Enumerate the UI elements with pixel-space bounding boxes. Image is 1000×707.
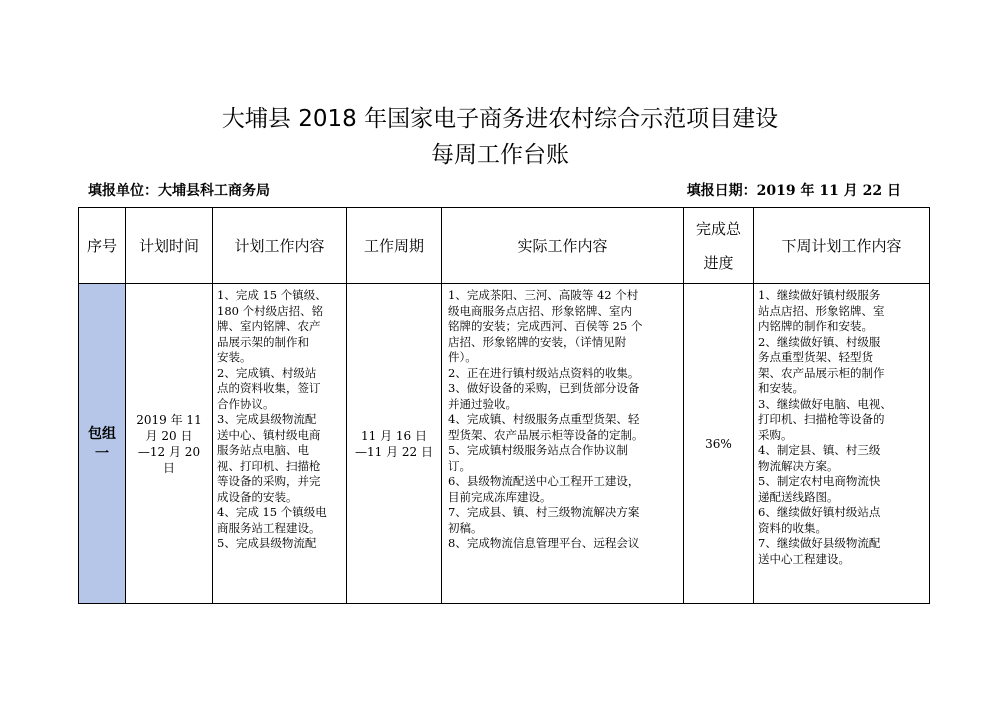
plan-time-line: 月 20 日 — [145, 428, 193, 443]
actual-content-line: 级电商服务点店招、形象铭牌、室内 — [448, 303, 632, 318]
header-next-week: 下周计划工作内容 — [754, 208, 930, 284]
actual-content-line: 型货架、农产品展示柜等设备的定制。 — [448, 427, 644, 442]
actual-content-line: 1、完成茶阳、三河、高陂等 42 个村 — [448, 288, 639, 302]
group-label-line1: 包组 — [88, 425, 116, 442]
plan-content-cell — [213, 284, 347, 604]
plan-content-line: 180 个村级店招、铭 — [217, 303, 324, 318]
plan-content-line: 视、打印机、扫描枪 — [217, 458, 321, 473]
actual-content-line: 3、做好设备的采购，已到货部分设备 — [448, 381, 640, 395]
header-plan-content: 计划工作内容 — [213, 208, 347, 284]
next-week-line: 1、继续做好镇村级服务 — [758, 288, 881, 302]
plan-content-line: 点的资料收集，签订 — [217, 381, 321, 395]
actual-content-line: 2、正在进行镇村级站点资料的收集。 — [448, 365, 640, 380]
next-week-line: 物流解决方案。 — [758, 458, 839, 473]
next-week-line: 6、继续做好镇村级站点 — [758, 505, 881, 519]
header-plan-time: 计划时间 — [126, 208, 213, 284]
header-progress-line1: 完成总 — [695, 219, 741, 238]
plan-content-line: 安装。 — [217, 350, 252, 364]
plan-content-line: 2、完成镇、村级站 — [217, 365, 317, 380]
progress-cell — [684, 284, 754, 604]
plan-content-line: 3、完成县级物流配 — [217, 412, 317, 426]
header-seq: 序号 — [79, 208, 126, 284]
weekly-ledger-table — [78, 207, 930, 604]
next-week-line: 5、制定农村电商物流快 — [758, 474, 881, 488]
plan-content-line: 品展示架的制作和 — [217, 334, 309, 349]
plan-content-line: 成设备的安装。 — [217, 489, 298, 504]
work-period-line: 11 月 16 日 — [361, 428, 427, 443]
next-week-cell — [754, 284, 930, 604]
actual-content-cell — [442, 284, 684, 604]
actual-content-line: 目前完成冻库建设。 — [448, 489, 552, 504]
header-work-period: 工作周期 — [347, 208, 442, 284]
plan-content-line: 牌、室内铭牌、农产 — [217, 319, 321, 333]
plan-content-line: 5、完成县级物流配 — [217, 536, 317, 550]
progress-value: 36% — [705, 436, 732, 451]
actual-content-line: 7、完成县、镇、村三级物流解决方案 — [448, 505, 640, 519]
table-row — [79, 284, 930, 604]
next-week-line: 架、农产品展示柜的制作 — [758, 365, 885, 380]
actual-content-line: 4、完成镇、村级服务点重型货架、轻 — [448, 412, 640, 426]
actual-content-line: 订。 — [448, 458, 471, 473]
work-period-cell — [347, 284, 442, 604]
group-cell — [79, 284, 126, 604]
actual-content-line: 8、完成物流信息管理平台、远程会议 — [448, 536, 640, 550]
actual-content-line: 6、县级物流配送中心工程开工建设， — [448, 474, 640, 488]
plan-content-line: 等设备的采购，并完 — [217, 474, 321, 488]
next-week-line: 采购。 — [758, 427, 793, 442]
header-actual-content: 实际工作内容 — [442, 208, 684, 284]
plan-content-line: 商服务站工程建设。 — [217, 520, 321, 535]
next-week-line: 送中心工程建设。 — [758, 551, 850, 566]
next-week-line: 资料的收集。 — [758, 520, 827, 535]
table-header-row — [79, 208, 930, 284]
next-week-line: 7、继续做好县级物流配 — [758, 536, 881, 550]
document-title: 大埔县 2018 年国家电子商务进农村综合示范项目建设 — [221, 106, 779, 132]
actual-content-line: 初稿。 — [448, 520, 483, 535]
plan-content-line: 1、完成 15 个镇级、 — [217, 288, 327, 302]
plan-time-line: —12 月 20 — [137, 444, 201, 459]
actual-content-line: 铭牌的安装；完成西河、百侯等 25 个 — [448, 319, 643, 333]
document-subtitle: 每周工作台账 — [431, 142, 569, 168]
plan-content-line: 合作协议。 — [217, 396, 275, 411]
reporting-unit: 填报单位：大埔县科工商务局 — [88, 183, 270, 199]
next-week-line: 2、继续做好镇、村级服 — [758, 334, 881, 349]
work-period-line: —11 月 22 日 — [355, 444, 433, 459]
actual-content-line: 并通过验收。 — [448, 396, 517, 411]
next-week-line: 打印机、扫描枪等设备的 — [758, 412, 885, 426]
group-label-line2: 一 — [95, 445, 109, 462]
plan-time-line: 日 — [162, 460, 175, 475]
next-week-line: 务点重型货架、轻型货 — [758, 350, 873, 364]
actual-content-line: 件）。 — [448, 350, 477, 364]
next-week-line: 站点店招、形象铭牌、室 — [758, 303, 885, 318]
next-week-line: 4、制定县、镇、村三级 — [758, 443, 881, 457]
plan-content-line: 4、完成 15 个镇级电 — [217, 505, 327, 519]
actual-content-line: 5、完成镇村级服务站点合作协议制 — [448, 443, 628, 457]
header-progress — [684, 208, 754, 284]
plan-content-line: 送中心、镇村级电商 — [217, 427, 321, 442]
plan-time-cell — [126, 284, 213, 604]
next-week-line: 递配送线路图。 — [758, 489, 839, 504]
header-progress-line2: 进度 — [703, 253, 734, 272]
next-week-line: 和安装。 — [758, 381, 804, 395]
actual-content-line: 店招、形象铭牌的安装，（详情见附 — [448, 334, 627, 349]
reporting-date: 填报日期：2019 年 11 月 22 日 — [686, 183, 901, 199]
plan-content-line: 服务站点电脑、电 — [217, 443, 309, 457]
next-week-line: 内铭牌的制作和安装。 — [758, 319, 873, 333]
plan-time-line: 2019 年 11 — [136, 412, 202, 427]
next-week-line: 3、继续做好电脑、电视、 — [758, 396, 892, 411]
